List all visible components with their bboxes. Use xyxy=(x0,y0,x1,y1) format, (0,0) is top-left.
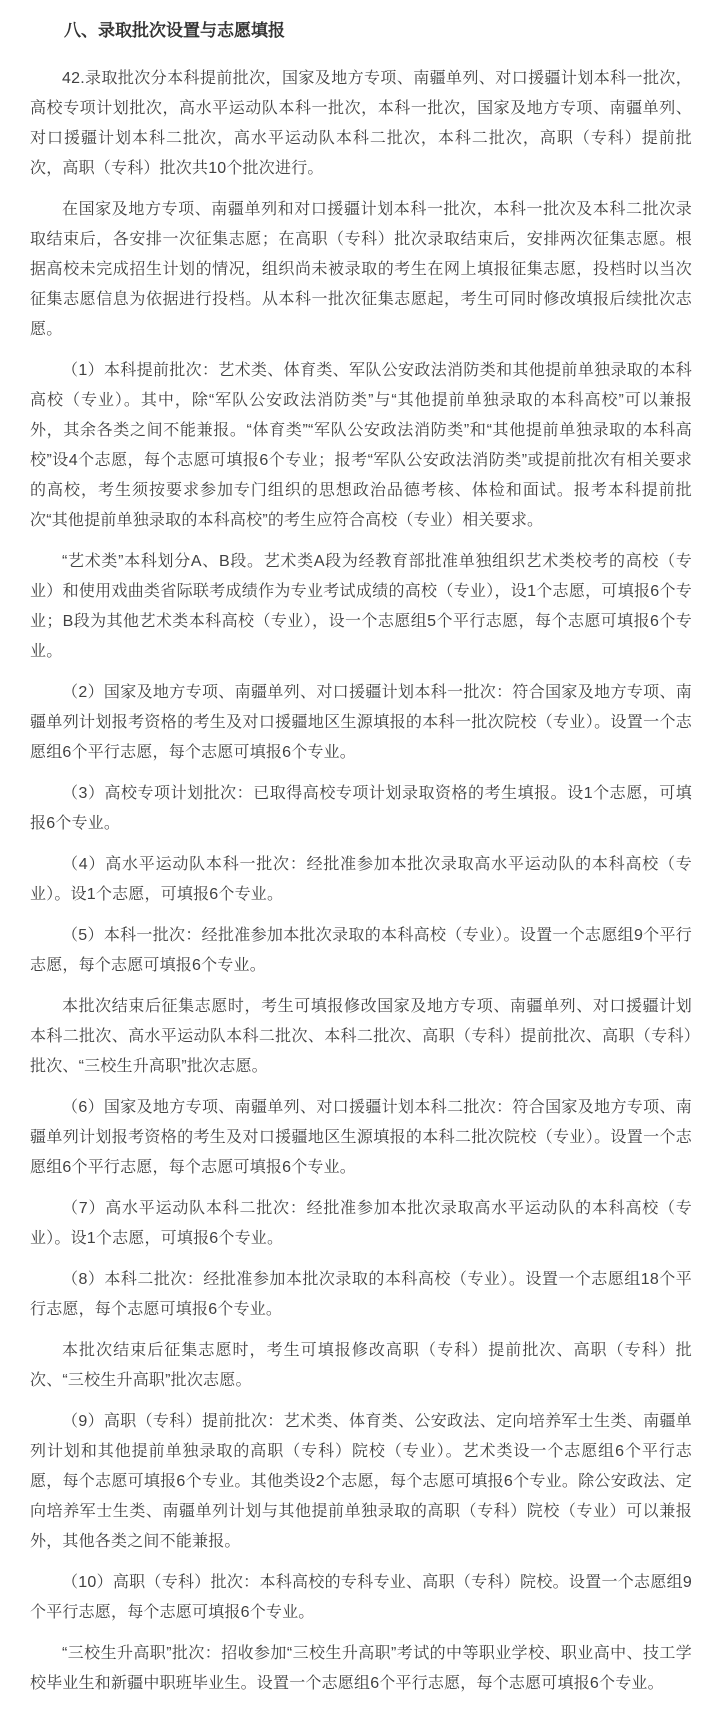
paragraph-item-1: （1）本科提前批次：艺术类、体育类、军队公安政法消防类和其他提前单独录取的本科高校（专业）。其中，除“军队公安政法消防类”与“其他提前单独录取的本科高校”可以兼报外，其余各类之间不能兼报。“体育类”“军队公安政法消防类”和“其他提前单独录取的本科高校”设4个志愿，每个志愿可填报6个专业；报考“军队公安政法消防类”或提前批次有相关要求的高校，考生须按要求参加专门组织的思想政治品德考核、体检和面试。报考本科提前批次“其他提前单独录取的本科高校”的考生应符合高校（专业）相关要求。 xyxy=(30,362,692,529)
paragraph-item-9: （9）高职（专科）提前批次：艺术类、体育类、公安政法、定向培养军士生类、南疆单列计划和其他提前单独录取的高职（专科）院校（专业）。艺术类设一个志愿组6个平行志愿，每个志愿可填报6个专业。其他类设2个志愿，每个志愿可填报6个专业。除公安政法、定向培养军士生类、南疆单列计划与其他提前单独录取的高职（专科）院校（专业）可以兼报外，其他各类之间不能兼报。 xyxy=(30,1413,692,1550)
paragraph-item-7: （7）高水平运动队本科二批次：经批准参加本批次录取高水平运动队的本科高校（专业）。设1个志愿，可填报6个专业。 xyxy=(30,1200,692,1247)
paragraph-item-8: （8）本科二批次：经批准参加本批次录取的本科高校（专业）。设置一个志愿组18个平行志愿，每个志愿可填报6个专业。 xyxy=(30,1271,692,1318)
paragraph-sanxiaosheng: “三校生升高职”批次：招收参加“三校生升高职”考试的中等职业学校、职业高中、技工学校毕业生和新疆中职班毕业生。设置一个志愿组6个平行志愿，每个志愿可填报6个专业。 xyxy=(30,1645,692,1692)
paragraph-item-5: （5）本科一批次：经批准参加本批次录取的本科高校（专业）。设置一个志愿组9个平行志愿，每个志愿可填报6个专业。 xyxy=(30,927,692,974)
paragraph-item-6: （6）国家及地方专项、南疆单列、对口援疆计划本科二批次：符合国家及地方专项、南疆单列计划报考资格的考生及对口援疆地区生源填报的本科二批次院校（专业）。设置一个志愿组6个平行志愿，每个志愿可填报6个专业。 xyxy=(30,1099,692,1176)
paragraph-after-batch-note-2: 本批次结束后征集志愿时，考生可填报修改高职（专科）提前批次、高职（专科）批次、“三校生升高职”批次志愿。 xyxy=(30,1342,692,1389)
paragraph-art-ab-section: “艺术类”本科划分A、B段。艺术类A段为经教育部批准单独组织艺术类校考的高校（专业）和使用戏曲类省际联考成绩作为专业考试成绩的高校（专业），设1个志愿，可填报6个专业；B段为其他艺术类本科高校（专业），设一个志愿组5个平行志愿，每个志愿可填报6个专业。 xyxy=(30,553,692,660)
section-heading: 八、录取批次设置与志愿填报 xyxy=(64,21,285,40)
paragraph-item-2: （2）国家及地方专项、南疆单列、对口援疆计划本科一批次：符合国家及地方专项、南疆单列计划报考资格的考生及对口援疆地区生源填报的本科一批次院校（专业）。设置一个志愿组6个平行志愿，每个志愿可填报6个专业。 xyxy=(30,684,692,761)
paragraph-item-4: （4）高水平运动队本科一批次：经批准参加本批次录取高水平运动队的本科高校（专业）。设1个志愿，可填报6个专业。 xyxy=(30,856,692,903)
paragraph-item-10: （10）高职（专科）批次：本科高校的专科专业、高职（专科）院校。设置一个志愿组9个平行志愿，每个志愿可填报6个专业。 xyxy=(30,1574,692,1621)
paragraph-item-3: （3）高校专项计划批次：已取得高校专项计划录取资格的考生填报。设1个志愿，可填报6个专业。 xyxy=(30,785,692,832)
paragraph-collect-volunteer: 在国家及地方专项、南疆单列和对口援疆计划本科一批次，本科一批次及本科二批次录取结束后，各安排一次征集志愿；在高职（专科）批次录取结束后，安排两次征集志愿。根据高校未完成招生计划的情况，组织尚未被录取的考生在网上填报征集志愿，投档时以当次征集志愿信息为依据进行投档。从本科一批次征集志愿起，考生可同时修改填报后续批次志愿。 xyxy=(30,201,692,338)
paragraph-42-batch-list: 42.录取批次分本科提前批次，国家及地方专项、南疆单列、对口援疆计划本科一批次，高校专项计划批次，高水平运动队本科一批次，本科一批次，国家及地方专项、南疆单列、对口援疆计划本科二批次，高水平运动队本科二批次，本科二批次，高职（专科）提前批次，高职（专科）批次共10个批次进行。 xyxy=(30,70,692,177)
paragraph-after-batch-note-1: 本批次结束后征集志愿时，考生可填报修改国家及地方专项、南疆单列、对口援疆计划本科二批次、高水平运动队本科二批次、本科二批次、高职（专科）提前批次、高职（专科）批次、“三校生升高职”批次志愿。 xyxy=(30,998,692,1075)
